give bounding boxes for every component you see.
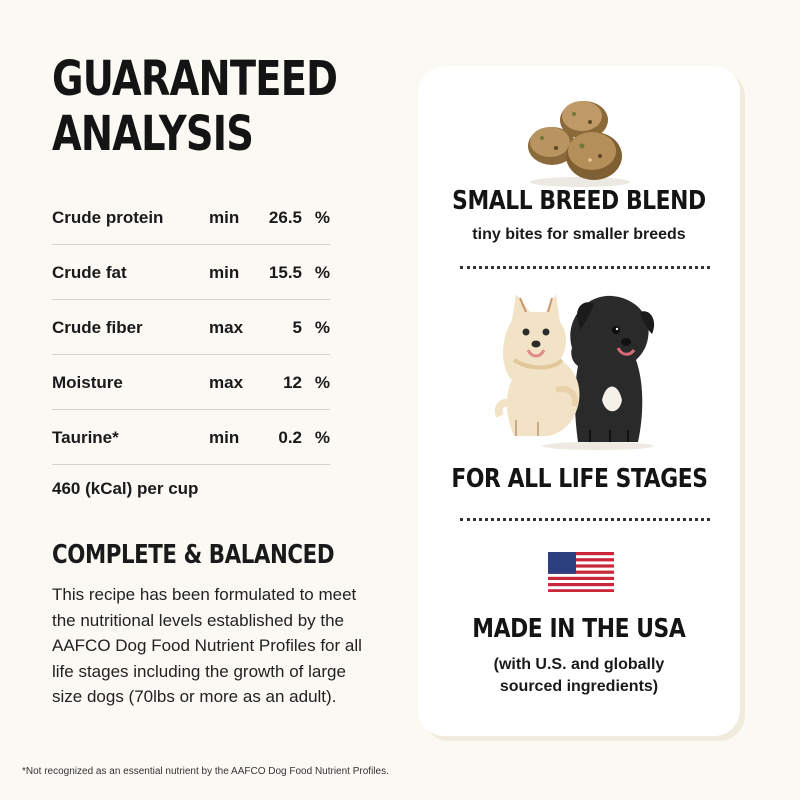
nutrient-name: Crude fat <box>52 263 127 282</box>
nutrient-qualifier: min <box>209 263 240 282</box>
nutrient-unit: % <box>314 428 330 447</box>
complete-balanced-title: COMPLETE & BALANCED <box>52 540 335 570</box>
kcal-per-cup: 460 (kCal) per cup <box>52 479 199 498</box>
nutrient-qualifier: max <box>209 318 244 337</box>
made-in-usa-title <box>418 614 740 644</box>
nutrient-name: Crude fiber <box>52 318 143 337</box>
table-row <box>52 300 330 355</box>
title-line-2: ANALYSIS <box>52 106 254 162</box>
small-breed-title-text: SMALL BREED BLEND <box>452 186 706 216</box>
made-in-usa-subtitle <box>418 654 740 698</box>
dotted-divider <box>460 266 710 269</box>
nutrient-name: Moisture <box>52 373 123 392</box>
nutrient-value: 12 <box>283 373 302 392</box>
table-row <box>52 190 330 245</box>
life-stages-title-text: FOR ALL LIFE STAGES <box>450 464 708 494</box>
nutrient-name: Taurine* <box>52 428 119 447</box>
us-flag-icon <box>548 552 614 592</box>
made-in-usa-subtitle-line-2: sourced ingredients) <box>499 678 659 695</box>
made-in-usa-subtitle-line-1: (with U.S. and globally <box>493 656 665 673</box>
life-stages-title <box>418 464 740 494</box>
dogs-illustration <box>494 290 666 450</box>
nutrient-name: Crude protein <box>52 208 164 227</box>
made-in-usa-title-text: MADE IN THE USA <box>472 614 686 644</box>
nutrient-value: 15.5 <box>268 263 302 282</box>
table-row <box>52 355 330 410</box>
page-title <box>52 52 337 162</box>
small-breed-subtitle: tiny bites for smaller breeds <box>472 226 686 243</box>
nutrient-unit: % <box>314 263 330 282</box>
table-row <box>52 245 330 300</box>
small-breed-title <box>418 186 740 216</box>
feature-panel <box>418 66 740 736</box>
nutrient-value: 26.5 <box>268 208 302 227</box>
dotted-divider <box>460 518 710 521</box>
nutrient-value: 5 <box>292 318 302 337</box>
analysis-table <box>52 190 330 465</box>
nutrient-unit: % <box>314 318 330 337</box>
nutrient-qualifier: min <box>209 428 240 447</box>
nutrient-unit: % <box>314 208 330 227</box>
nutrient-qualifier: min <box>209 208 240 227</box>
complete-balanced-body: This recipe has been formulated to meet the nutritional levels established by the AAFCO Dog Food Nutrient Profiles for all life stages including the growth of large size dogs (70lbs or more as an adult). <box>52 585 362 707</box>
title-line-1: GUARANTEED <box>52 51 338 107</box>
nutrient-unit: % <box>314 373 330 392</box>
nutrient-qualifier: max <box>209 373 244 392</box>
nutrient-value: 0.2 <box>278 428 302 447</box>
footnote: *Not recognized as an essential nutrient by the AAFCO Dog Food Nutrient Profiles. <box>22 766 389 777</box>
table-row <box>52 410 330 465</box>
kibble-icon <box>520 94 640 194</box>
